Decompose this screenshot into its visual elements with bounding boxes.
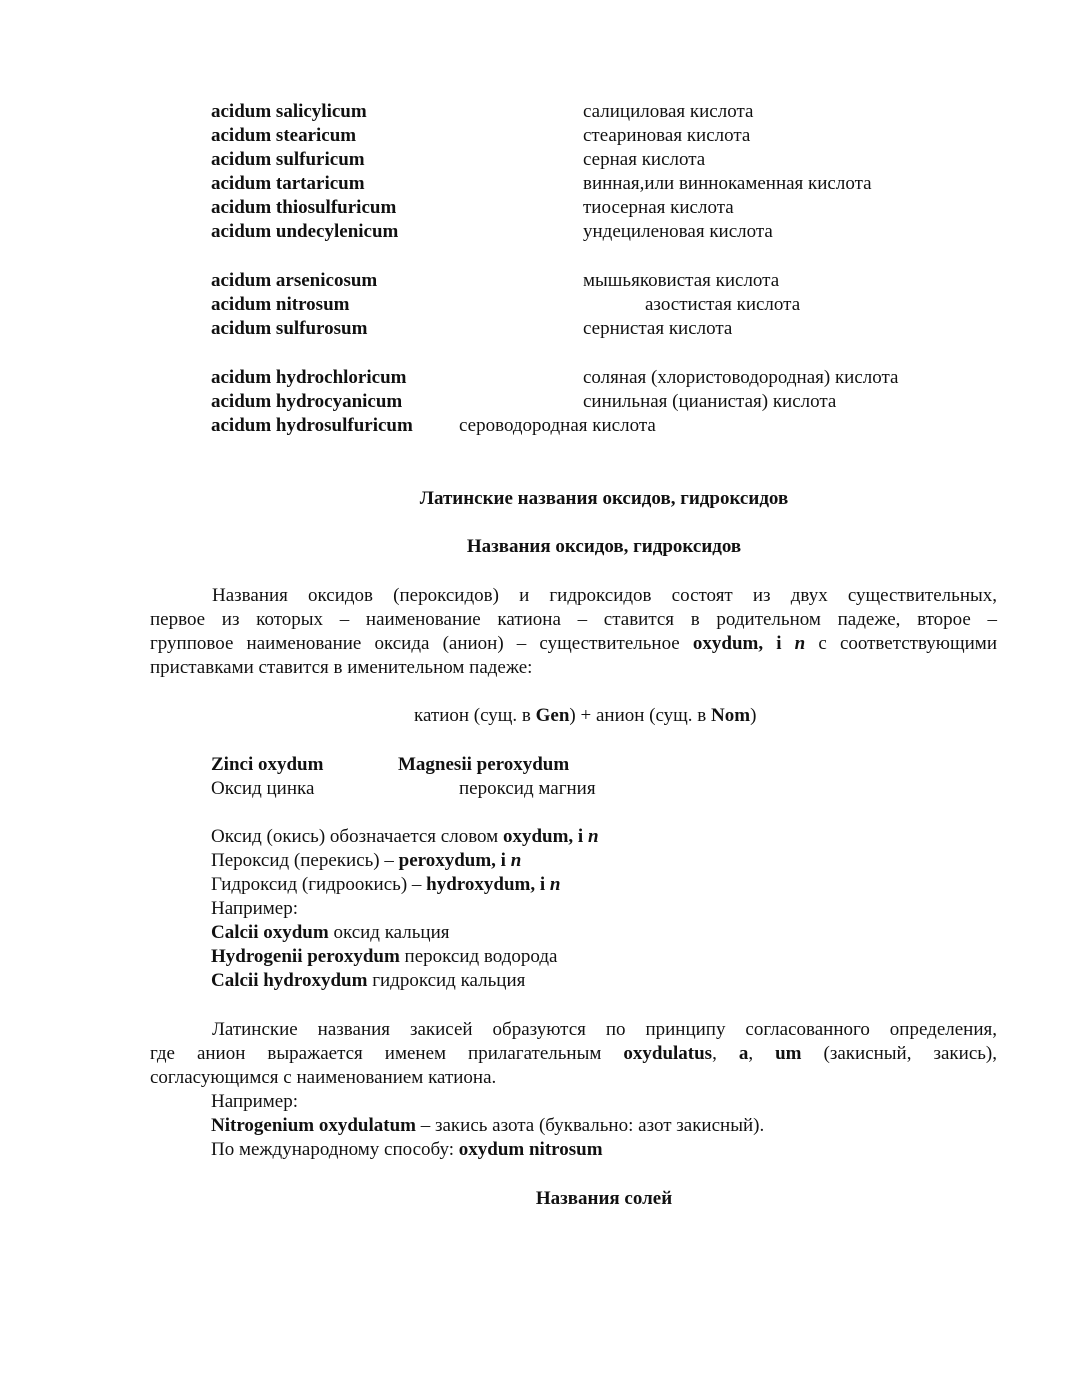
text-run: ) [750,705,757,726]
text-run: катион (сущ. в [414,705,536,726]
acid-latin-name: acidum hydrocyanicum [211,391,403,412]
latin-term: oxydulatus [623,1043,713,1064]
text-run: (закисный, закись), [801,1043,997,1064]
paragraph-oxides-intro [150,584,997,680]
acid-latin-name: acidum hydrosulfuricum [211,415,413,436]
case-gen: Gen [535,705,570,726]
text-run: ) + анион (сущ. в [569,705,712,726]
paragraph-line: первое из которых – наименование катиона – ставится в родительном падеже, второе – [150,609,997,630]
text-run: – закись азота (буквально: азот закисный). [415,1115,765,1136]
acid-russian-name: соляная (хлористоводородная) кислота [583,367,899,388]
text-run: Гидроксид (гидроокись) – [211,874,427,895]
text-run: где анион выражается именем прилагательным [150,1043,624,1064]
acid-latin-name: acidum arsenicosum [211,270,378,291]
paragraph-line [150,1042,997,1066]
for-example-label: Например: [211,1091,298,1112]
acid-russian-name: винная,или виннокаменная кислота [583,173,872,194]
latin-term: Nitrogenium oxydulatum [211,1115,416,1136]
acid-latin-name: acidum salicylicum [211,101,367,122]
definition-hydroxide [211,873,560,897]
text-run: По международному способу: [211,1139,459,1160]
acid-latin-name: acidum stearicum [211,125,357,146]
acid-russian-name: азостистая кислота [645,294,801,315]
acid-russian-name: сероводородная кислота [459,415,656,436]
text-run: оксид кальция [328,922,450,943]
acid-latin-name: acidum sulfurosum [211,318,368,339]
text-run: групповое наименование оксида (анион) – существительное [150,633,693,654]
acid-russian-name: салициловая кислота [583,101,754,122]
example-hydrogen-peroxide [211,945,557,969]
subsection-title-salts: Названия солей [535,1188,673,1209]
text-run: Оксид (окись) обозначается словом [211,826,503,847]
acid-latin-name: acidum nitrosum [211,294,350,315]
latin-term: oxydum, i [692,633,795,654]
paragraph-line: согласующимся с наименованием катиона. [150,1067,497,1088]
acid-russian-name: сернистая кислота [583,318,733,339]
example-calcium-hydroxide [211,969,525,993]
international-name-line [211,1138,603,1162]
acid-latin-name: acidum undecylenicum [211,221,399,242]
latin-term: oxydum, i [502,826,588,847]
case-nom: Nom [711,705,751,726]
subsection-title-oxides: Названия оксидов, гидроксидов [466,536,742,557]
example-calcium-oxide [211,921,450,945]
paragraph-line [150,632,997,656]
acid-russian-name: стеариновая кислота [583,125,751,146]
text-run: гидроксид кальция [367,970,526,991]
section-title: Латинские названия оксидов, гидроксидов [419,488,789,509]
text-run: пероксид водорода [399,946,558,967]
example-russian-zinc: Оксид цинка [211,778,315,799]
gender-marker: n [794,633,806,654]
acid-latin-name: acidum tartaricum [211,173,365,194]
latin-term: a [738,1043,749,1064]
latin-term: oxydum nitrosum [458,1139,603,1160]
paragraph-line: Латинские названия закисей образуются по принципу согласованного определения, [212,1019,997,1040]
formula-line [414,704,756,728]
latin-term: Calcii hydroxydum [211,970,368,991]
latin-term: Hydrogenii peroxydum [211,946,400,967]
gender-marker: n [549,874,561,895]
acid-russian-name: ундециленовая кислота [583,221,773,242]
example-nitrogen-suboxide [211,1114,764,1138]
latin-term: um [775,1043,802,1064]
acid-latin-name: acidum hydrochloricum [211,367,407,388]
text-run: , [712,1043,739,1064]
acid-latin-name: acidum sulfuricum [211,149,365,170]
acid-russian-name: синильная (цианистая) кислота [583,391,837,412]
paragraph-suboxides [150,1018,997,1090]
gender-marker: n [510,850,522,871]
acid-russian-name: серная кислота [583,149,706,170]
paragraph-line: приставками ставится в именительном падеже: [150,657,533,678]
example-russian-magnesium: пероксид магния [459,778,596,799]
gender-marker: n [587,826,599,847]
paragraph-line: Названия оксидов (пероксидов) и гидроксидов состоят из двух существительных, [212,585,997,606]
acid-latin-name: acidum thiosulfuricum [211,197,397,218]
acid-russian-name: тиосерная кислота [583,197,734,218]
text-run: Пероксид (перекись) – [211,850,399,871]
latin-term: hydroxydum, i [426,874,550,895]
text-run: , [748,1043,776,1064]
text-run: с соответствующими [805,633,997,654]
definition-peroxide [211,849,521,873]
latin-term: peroxydum, i [398,850,511,871]
acid-russian-name: мышьяковистая кислота [583,270,780,291]
definition-oxide [211,825,599,849]
example-latin-magnesium: Magnesii peroxydum [398,754,570,775]
for-example-label: Например: [211,898,298,919]
latin-term: Calcii oxydum [211,922,329,943]
example-latin-zinc: Zinci oxydum [211,754,324,775]
